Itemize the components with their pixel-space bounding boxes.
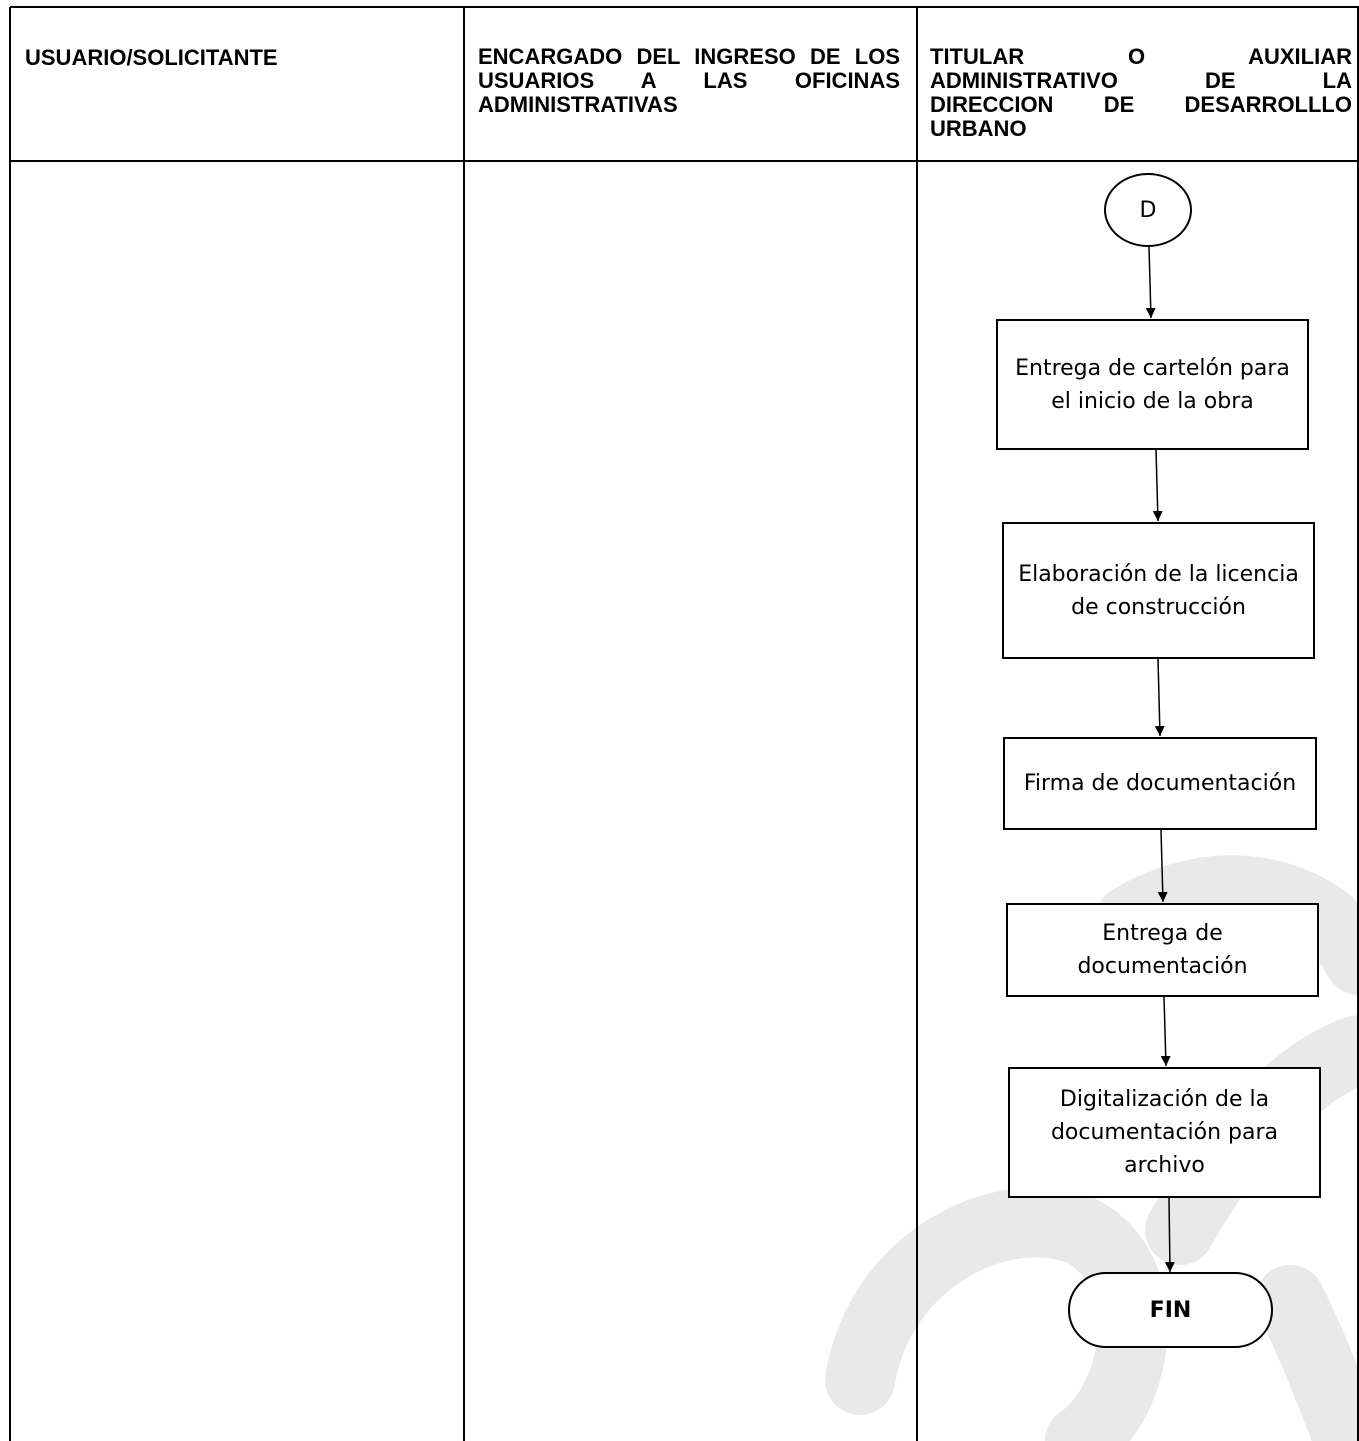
- process-step-entrega-documentacion: Entrega de documentación: [1006, 903, 1319, 997]
- process-step-digitalizacion: Digitalización de la documentación para archivo: [1008, 1067, 1321, 1198]
- arrow-d-to-step1: [1149, 247, 1151, 318]
- lane-header-titular-line1: TITULAR O AUXILIAR: [930, 44, 1352, 69]
- process-step-entrega-cartelon: Entrega de cartelón para el inicio de la obra: [996, 319, 1309, 450]
- connector-d: D: [1104, 173, 1192, 247]
- lane-header-titular-line2: ADMINISTRATIVO DE LA: [930, 68, 1352, 93]
- arrow-step3-to-step4: [1161, 830, 1163, 902]
- lane-header-usuario: USUARIO/SOLICITANTE: [25, 45, 278, 70]
- process-step-elaboracion-licencia: Elaboración de la licencia de construcción: [1002, 522, 1315, 659]
- arrow-step5-to-end: [1169, 1198, 1170, 1272]
- lane-header-titular-line4: URBANO: [930, 116, 1027, 141]
- lane-header-titular: [930, 45, 1352, 141]
- process-step-firma-documentacion: Firma de documentación: [1003, 737, 1317, 830]
- terminal-fin: FIN: [1068, 1272, 1273, 1348]
- lane-header-encargado: ENCARGADO DEL INGRESO DE LOS USUARIOS A LAS OFICINAS ADMINISTRATIVAS: [478, 44, 900, 117]
- arrow-step2-to-step3: [1158, 659, 1160, 736]
- arrow-step4-to-step5: [1164, 997, 1166, 1066]
- lane-header-titular-line3: DIRECCION DE DESARROLLLO: [930, 92, 1352, 117]
- arrow-step1-to-step2: [1156, 450, 1158, 521]
